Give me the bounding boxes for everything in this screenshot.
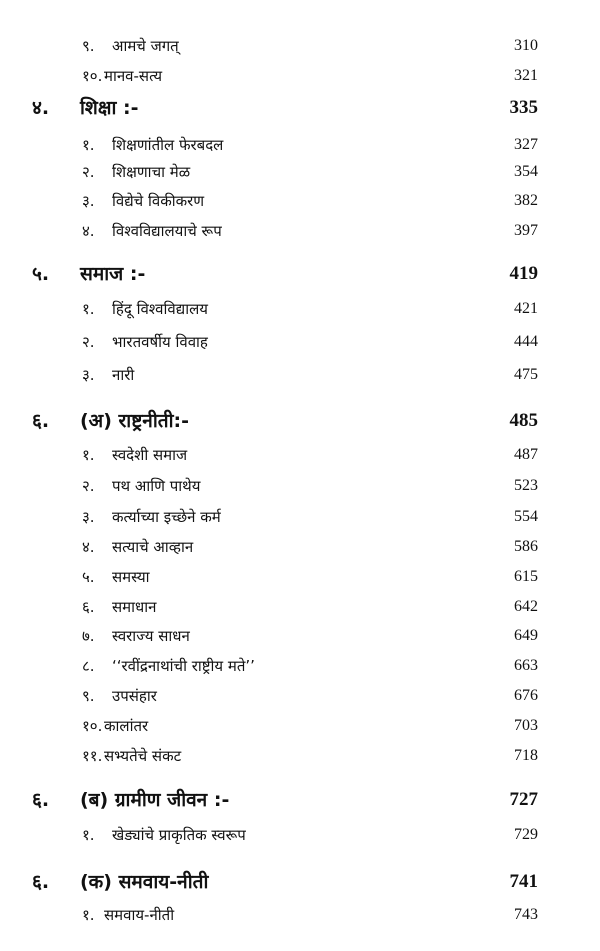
item-number: १. bbox=[82, 446, 95, 464]
item-title: हिंदू विश्वविद्यालय bbox=[112, 300, 208, 318]
toc-item bbox=[0, 61, 600, 91]
section-heading bbox=[0, 404, 600, 438]
item-number: १०. bbox=[82, 717, 103, 735]
section-title: (क) समवाय-नीती bbox=[80, 871, 209, 893]
item-page: 321 bbox=[514, 67, 538, 84]
item-number: ३. bbox=[82, 366, 95, 384]
section-heading bbox=[0, 783, 600, 817]
item-page: 703 bbox=[514, 717, 538, 734]
item-number: २. bbox=[82, 477, 95, 495]
item-title: समाधान bbox=[112, 598, 157, 616]
toc-item bbox=[0, 157, 600, 187]
toc-item bbox=[0, 741, 600, 771]
section-heading bbox=[0, 91, 600, 125]
item-page: 310 bbox=[514, 37, 538, 54]
toc-item bbox=[0, 186, 600, 216]
item-number: १०. bbox=[82, 67, 103, 85]
item-page: 586 bbox=[514, 538, 538, 555]
toc-item bbox=[0, 471, 600, 501]
item-page: 382 bbox=[514, 192, 538, 209]
item-title: ‘‘रवींद्रनाथांची राष्ट्रीय मते’’ bbox=[112, 657, 255, 675]
item-number: ९. bbox=[82, 687, 95, 705]
item-page: 554 bbox=[514, 508, 538, 525]
item-number: ५. bbox=[82, 568, 95, 586]
item-title: भारतवर्षीय विवाह bbox=[112, 333, 208, 351]
toc-item bbox=[0, 440, 600, 470]
item-number: ३. bbox=[82, 508, 95, 526]
section-page: 485 bbox=[509, 410, 538, 431]
item-number: २. bbox=[82, 163, 95, 181]
item-title: उपसंहार bbox=[112, 687, 157, 705]
section-number: ६. bbox=[32, 410, 50, 432]
item-page: 444 bbox=[514, 333, 538, 350]
toc-item bbox=[0, 621, 600, 651]
section-title: (ब) ग्रामीण जीवन :- bbox=[80, 789, 230, 811]
section-page: 741 bbox=[509, 871, 538, 892]
item-page: 421 bbox=[514, 300, 538, 317]
item-page: 663 bbox=[514, 657, 538, 674]
item-number: १. bbox=[82, 826, 95, 844]
toc-item bbox=[0, 711, 600, 741]
item-number: ३. bbox=[82, 192, 95, 210]
toc-item bbox=[0, 216, 600, 246]
section-title: शिक्षा :- bbox=[80, 97, 139, 119]
section-heading bbox=[0, 865, 600, 899]
section-page: 727 bbox=[509, 789, 538, 810]
item-title: विद्येचे विकीकरण bbox=[112, 192, 205, 210]
toc-item bbox=[0, 681, 600, 711]
section-page: 335 bbox=[509, 97, 538, 118]
toc-item bbox=[0, 360, 600, 390]
item-title: मानव-सत्य bbox=[104, 67, 163, 85]
toc-item bbox=[0, 592, 600, 622]
item-title: विश्वविद्यालयाचे रूप bbox=[112, 222, 222, 240]
toc-item bbox=[0, 532, 600, 562]
item-page: 354 bbox=[514, 163, 538, 180]
item-title: समवाय-नीती bbox=[104, 906, 175, 924]
toc-item bbox=[0, 900, 600, 930]
item-page: 327 bbox=[514, 136, 538, 153]
item-page: 649 bbox=[514, 627, 538, 644]
item-number: २. bbox=[82, 333, 95, 351]
item-page: 475 bbox=[514, 366, 538, 383]
item-title: स्वदेशी समाज bbox=[112, 446, 188, 464]
item-title: पथ आणि पाथेय bbox=[112, 477, 201, 495]
item-page: 487 bbox=[514, 446, 538, 463]
item-page: 615 bbox=[514, 568, 538, 585]
item-title: स्वराज्य साधन bbox=[112, 627, 190, 645]
item-title: कर्त्याच्या इच्छेने कर्म bbox=[112, 508, 221, 526]
item-page: 676 bbox=[514, 687, 538, 704]
toc-item bbox=[0, 502, 600, 532]
item-number: ९. bbox=[82, 37, 95, 55]
section-page: 419 bbox=[509, 263, 538, 284]
item-number: १. bbox=[82, 300, 95, 318]
section-number: ४. bbox=[32, 97, 50, 119]
toc-item bbox=[0, 562, 600, 592]
item-title: सत्याचे आव्हान bbox=[112, 538, 194, 556]
toc-item bbox=[0, 294, 600, 324]
item-number: ६. bbox=[82, 598, 95, 616]
item-page: 523 bbox=[514, 477, 538, 494]
item-title: शिक्षणाचा मेळ bbox=[112, 163, 191, 181]
section-number: ५. bbox=[32, 263, 50, 285]
item-title: आमचे जगत् bbox=[112, 37, 179, 55]
item-number: ११. bbox=[82, 747, 103, 765]
section-title: (अ) राष्ट्रनीती:- bbox=[80, 410, 189, 432]
item-page: 718 bbox=[514, 747, 538, 764]
section-number: ६. bbox=[32, 789, 50, 811]
toc-item bbox=[0, 820, 600, 850]
item-page: 397 bbox=[514, 222, 538, 239]
item-title: सभ्यतेचे संकट bbox=[104, 747, 182, 765]
section-heading bbox=[0, 257, 600, 291]
toc-item bbox=[0, 130, 600, 160]
toc-item bbox=[0, 651, 600, 681]
section-title: समाज :- bbox=[80, 263, 146, 285]
item-number: ८. bbox=[82, 657, 95, 675]
item-title: नारी bbox=[112, 366, 135, 384]
item-title: खेड्यांचे प्राकृतिक स्वरूप bbox=[112, 826, 246, 844]
item-number: १. bbox=[82, 136, 95, 154]
toc-item bbox=[0, 31, 600, 61]
item-title: कालांतर bbox=[104, 717, 149, 735]
item-number: ७. bbox=[82, 627, 95, 645]
item-page: 743 bbox=[514, 906, 538, 923]
item-number: ४. bbox=[82, 222, 95, 240]
item-number: १. bbox=[82, 906, 95, 924]
item-number: ४. bbox=[82, 538, 95, 556]
toc-item bbox=[0, 327, 600, 357]
item-title: समस्या bbox=[112, 568, 150, 586]
item-page: 729 bbox=[514, 826, 538, 843]
item-page: 642 bbox=[514, 598, 538, 615]
item-title: शिक्षणांतील फेरबदल bbox=[112, 136, 224, 154]
section-number: ६. bbox=[32, 871, 50, 893]
